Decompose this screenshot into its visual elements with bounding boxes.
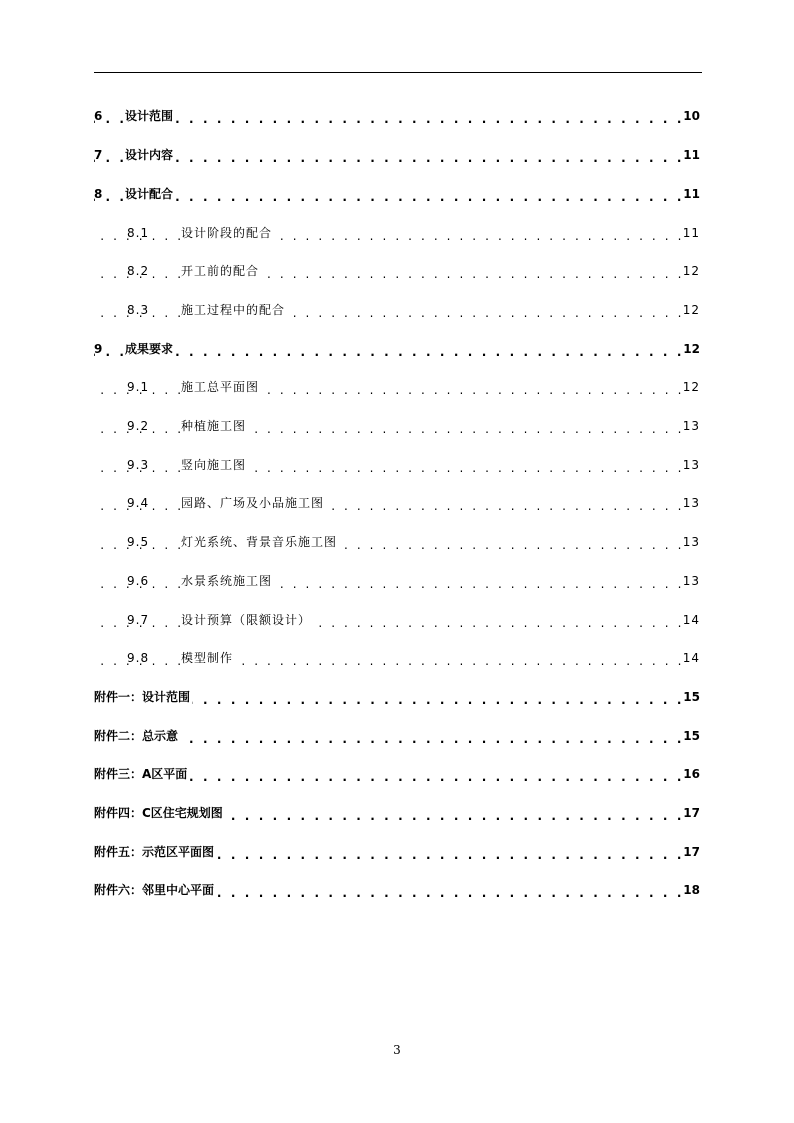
toc-entry-title: 种植施工图: [181, 419, 247, 433]
toc-entry-title: 灯光系统、背景音乐施工图: [181, 535, 338, 549]
toc-entry-page: 13: [682, 535, 700, 549]
toc-entry-number: 9.5: [127, 535, 150, 549]
toc-entry-page: 18: [683, 883, 700, 897]
toc-entry-page: 17: [683, 806, 700, 820]
toc-entry-title: 设计配合: [125, 187, 174, 201]
toc-entry-appendix-5[interactable]: [0, 842, 794, 862]
toc-entry-number: 8.2: [127, 264, 150, 278]
toc-entry-9-2[interactable]: [0, 416, 794, 436]
toc-entry-9-6[interactable]: [0, 571, 794, 591]
toc-entry-page: 10: [683, 109, 700, 123]
toc-entry-appendix-3[interactable]: [0, 764, 794, 784]
toc-entry-number: 8.3: [127, 303, 150, 317]
toc-dot-leader: [94, 111, 684, 123]
toc-entry-page: 11: [683, 187, 700, 201]
toc-entry-appendix-1[interactable]: [0, 687, 794, 707]
toc-entry-appendix-2[interactable]: [0, 726, 794, 746]
toc-entry-title: 附件三：A区平面: [94, 767, 188, 781]
toc-dot-leader: [94, 189, 684, 201]
header-rule: [94, 72, 702, 73]
toc-entry-number: 8: [94, 187, 103, 201]
toc-dot-leader: [94, 150, 684, 162]
toc-entry-9-7[interactable]: [0, 610, 794, 630]
toc-entry-page: 11: [683, 148, 700, 162]
toc-entry-number: 9.8: [127, 651, 150, 665]
toc-entry-page: 16: [683, 767, 700, 781]
toc-entry-title: 设计阶段的配合: [181, 226, 273, 240]
toc-entry-title: 设计预算（限额设计）: [181, 613, 312, 627]
toc-entry-7[interactable]: [0, 145, 794, 165]
toc-dot-leader: [94, 731, 684, 743]
toc-entry-page: 12: [682, 303, 700, 317]
toc-entry-title: 施工过程中的配合: [181, 303, 286, 317]
toc-entry-9-8[interactable]: [0, 648, 794, 668]
toc-entry-page: 14: [682, 613, 700, 627]
toc-entry-8-3[interactable]: [0, 300, 794, 320]
toc-entry-page: 15: [683, 690, 700, 704]
toc-entry-title: 成果要求: [125, 342, 174, 356]
toc-entry-9-4[interactable]: [0, 493, 794, 513]
toc-entry-title: 附件一：设计范围: [94, 690, 191, 704]
toc-entry-number: 8.1: [127, 226, 150, 240]
toc-entry-page: 14: [682, 651, 700, 665]
toc-entry-page: 13: [682, 419, 700, 433]
toc-entry-9-1[interactable]: [0, 377, 794, 397]
toc-entry-page: 13: [682, 574, 700, 588]
toc-entry-number: 9.2: [127, 419, 150, 433]
page-number: 3: [393, 1043, 401, 1057]
toc-entry-title: 水景系统施工图: [181, 574, 273, 588]
toc-entry-title: 附件六：邻里中心平面: [94, 883, 215, 897]
toc-entry-page: 12: [683, 342, 700, 356]
toc-entry-page: 12: [682, 264, 700, 278]
toc-entry-page: 12: [682, 380, 700, 394]
toc-entry-title: 附件五：示范区平面图: [94, 845, 215, 859]
toc-entry-title: 园路、广场及小品施工图: [181, 496, 325, 510]
toc-entry-8-1[interactable]: [0, 223, 794, 243]
toc-entry-number: 9: [94, 342, 103, 356]
toc-entry-title: 竖向施工图: [181, 458, 247, 472]
toc-entry-number: 9.1: [127, 380, 150, 394]
toc-entry-page: 15: [683, 729, 700, 743]
toc-entry-appendix-6[interactable]: [0, 880, 794, 900]
toc-entry-page: 13: [682, 458, 700, 472]
toc-entry-number: 6: [94, 109, 103, 123]
toc-entry-number: 7: [94, 148, 103, 162]
toc-entry-9-3[interactable]: [0, 455, 794, 475]
toc-entry-appendix-4[interactable]: [0, 803, 794, 823]
toc-entry-number: 9.3: [127, 458, 150, 472]
toc-entry-number: 9.6: [127, 574, 150, 588]
toc-entry-6[interactable]: [0, 106, 794, 126]
toc-entry-title: 施工总平面图: [181, 380, 260, 394]
toc-entry-number: 9.7: [127, 613, 150, 627]
toc-entry-title: 模型制作: [181, 651, 234, 665]
toc-entry-title: 附件四：C区住宅规划图: [94, 806, 223, 820]
toc-entry-9[interactable]: [0, 339, 794, 359]
toc-entry-page: 17: [683, 845, 700, 859]
toc-entry-title: 设计内容: [125, 148, 174, 162]
toc-entry-8[interactable]: [0, 184, 794, 204]
toc-entry-title: 附件二：总示意: [94, 729, 179, 743]
toc-entry-8-2[interactable]: [0, 261, 794, 281]
toc-entry-title: 设计范围: [125, 109, 174, 123]
toc-entry-9-5[interactable]: [0, 532, 794, 552]
toc-entry-page: 13: [682, 496, 700, 510]
toc-entry-title: 开工前的配合: [181, 264, 260, 278]
toc-dot-leader: [94, 344, 684, 356]
toc-entry-page: 11: [682, 226, 700, 240]
toc-entry-number: 9.4: [127, 496, 150, 510]
